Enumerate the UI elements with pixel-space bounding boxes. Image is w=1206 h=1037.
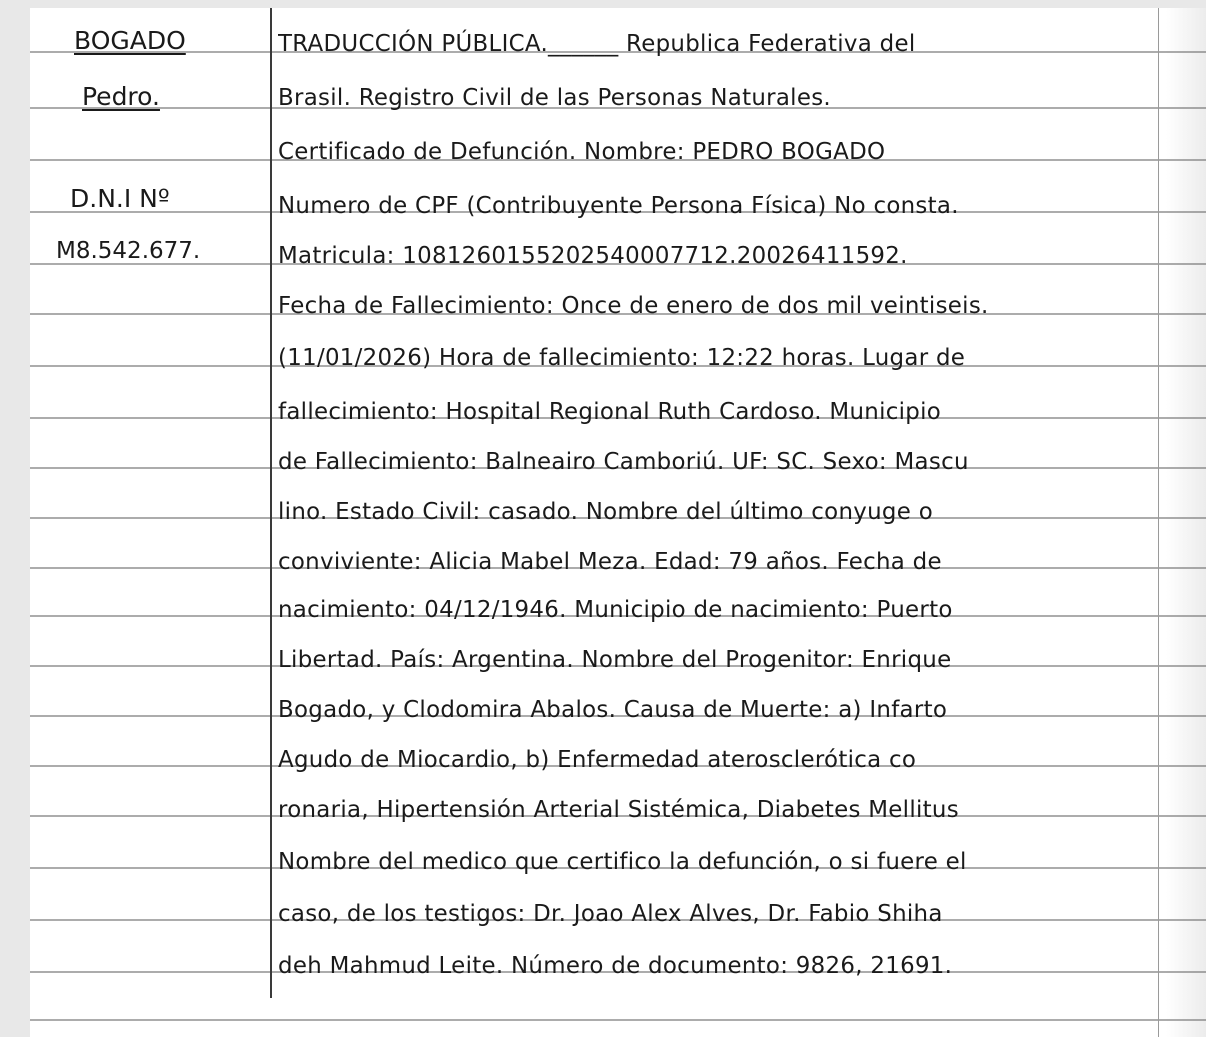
- text-line: [278, 948, 1166, 984]
- text-line-content: (11/01/2026) Hora de fallecimiento: 12:22 horas. Lugar de: [278, 345, 966, 371]
- text-line: [278, 80, 1166, 116]
- text-line: [278, 444, 1166, 480]
- text-line-content: lino. Estado Civil: casado. Nombre del último conyuge o: [278, 499, 934, 525]
- text-line-content: Bogado, y Clodomira Abalos. Causa de Muerte: a) Infarto: [278, 697, 948, 723]
- text-line-content: Certificado de Defunción. Nombre: PEDRO BOGADO: [278, 139, 886, 165]
- notebook-page: [30, 8, 1206, 1037]
- text-line: [278, 288, 1166, 324]
- text-line: [278, 26, 1166, 62]
- text-line-content: ronaria, Hipertensión Arterial Sistémica, Diabetes Mellitus: [278, 797, 959, 823]
- margin-given-name: Pedro.: [82, 82, 160, 111]
- text-line-content: Matricula: 1081260155202540007712.20026411592.: [278, 243, 908, 269]
- text-line: [278, 544, 1166, 580]
- text-line-content: Nombre del medico que certifico la defunción, o si fuere el: [278, 849, 967, 875]
- text-line: [278, 896, 1166, 932]
- text-line-content: fallecimiento: Hospital Regional Ruth Cardoso. Municipio: [278, 399, 942, 425]
- text-line-content: Brasil. Registro Civil de las Personas Naturales.: [278, 85, 832, 111]
- text-line: [278, 742, 1166, 778]
- text-line-content: de Fallecimiento: Balneairo Camboriú. UF: SC. Sexo: Mascu: [278, 449, 969, 475]
- margin-surname: BOGADO: [74, 26, 186, 55]
- text-line-content: Numero de CPF (Contribuyente Persona Física) No consta.: [278, 193, 959, 219]
- text-line-content: Libertad. País: Argentina. Nombre del Progenitor: Enrique: [278, 647, 952, 673]
- text-line-content: conviviente: Alicia Mabel Meza. Edad: 79 años. Fecha de: [278, 549, 942, 575]
- text-line-content: caso, de los testigos: Dr. Joao Alex Alves, Dr. Fabio Shiha: [278, 901, 943, 927]
- text-line: [278, 340, 1166, 376]
- margin-id-label: D.N.I Nº: [70, 184, 170, 213]
- text-line-content: Fecha de Fallecimiento: Once de enero de dos mil veintiseis.: [278, 293, 989, 319]
- text-line-content: deh Mahmud Leite. Número de documento: 9826, 21691.: [278, 953, 953, 979]
- text-line: [278, 642, 1166, 678]
- margin-id-number: M8.542.677.: [56, 238, 201, 264]
- text-line-content: nacimiento: 04/12/1946. Municipio de nacimiento: Puerto: [278, 597, 953, 623]
- text-line: [278, 394, 1166, 430]
- text-line: [278, 592, 1166, 628]
- text-line-content: Agudo de Miocardio, b) Enfermedad aterosclerótica co: [278, 747, 917, 773]
- margin-rule: [270, 8, 272, 998]
- text-line: [278, 692, 1166, 728]
- text-line: [278, 188, 1166, 224]
- text-line: [278, 134, 1166, 170]
- text-line: [278, 792, 1166, 828]
- text-line: [278, 844, 1166, 880]
- text-line: [278, 494, 1166, 530]
- text-line-content: TRADUCCIÓN PÚBLICA.______ Republica Federativa del: [278, 31, 916, 57]
- text-line: [278, 238, 1166, 274]
